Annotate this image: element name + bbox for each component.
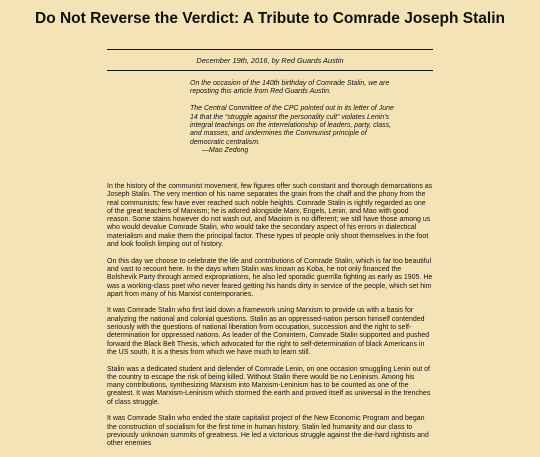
- title-divider-bottom: [107, 70, 433, 71]
- body-paragraph: Stalin was a dedicated student and defender of Comrade Lenin, on one occasion smuggling Lenin out of the country to escape the risk of being killed. Without Stalin there would be no Leninism. Among his many contributions, synthesizing Marxism into Marxism-Leninism has to be counted as one of the greatest. It was Marxism-Leninism which stormed the earth and proved itself as universal in the trenches of class struggle.: [107, 365, 431, 406]
- title-divider-top: [107, 49, 433, 50]
- body-paragraph: On this day we choose to celebrate the life and contributions of Comrade Stalin, which is far too beautiful and vast to recount here. In the days when Stalin was known as Koba, he not only financed the Bolshevik Party through armed expropriations, he also led sporadic guerrilla fighting as early as 1905. He was a working-class poet who never feared getting his hands dirty in service of the people, which set him apart from many of his Marxist contemporaries.: [107, 257, 433, 298]
- body-paragraph: It was Comrade Stalin who first laid down a framework using Marxism to provide us with a basis for analyzing the national and colonial questions. Stalin as an oppressed-nation person himself contended seriously with the questions of national liberation from occupation, succession and the right to self-determination for oppressed nations. As leader of the Comintern, Comrade Stalin supported and pushed forward the Black Belt Thesis, which advocated for the right to self-determination of black Americans in the US south. It is a thesis from which we have much to learn still.: [107, 307, 430, 356]
- body-paragraph: In the history of the communist movement, few figures offer such constant and thorough demarcations as Joseph Stalin. The very mention of his name separates the grain from the chaff and the phony from the real communists; few have ever reached such noble heights. Comrade Stalin is rightly regarded as one of the great teachers of Marxism; he is adored alongside Marx, Engels, Lenin, and Mao with good reason. Some stains however do not wash out, and Maoism is no different; we still have those among us who would devalue Comrade Stalin, who would take the secondary aspect of his errors in dialectical materialism and make them the principal factor. These types of people only shoot themselves in the foot and look foolish limping out of history.: [107, 183, 433, 249]
- article-title: Do Not Reverse the Verdict: A Tribute to Comrade Joseph Stalin: [35, 10, 505, 27]
- body-paragraph: It was Comrade Stalin who ended the state capitalist project of the New Economic Program and began the construction of socialism for the first time in human history. Stalin led humanity and our class to previously unknown summits of greatness. He led a victorious struggle against the die-hard rightists and other enemies: [107, 415, 429, 448]
- article-body: [107, 183, 433, 457]
- intro-note: On the occasion of the 140th birthday of Comrade Stalin, we are reposting this article from Red Guards Austin.: [190, 80, 390, 96]
- intro-block: [190, 80, 395, 156]
- epigraph-attribution: —Mao Zedong: [202, 147, 249, 155]
- article-byline: December 19th, 2016, by Red Guards Austin: [196, 56, 344, 65]
- epigraph-quote: The Central Committee of the CPC pointed out in its letter of June 14 that the “struggle against the personality cult” violates Lenin’s integral teachings on the interrelationship of leaders, party, class, and masses, and undermines the Communist principle of democratic centralism.: [190, 105, 394, 146]
